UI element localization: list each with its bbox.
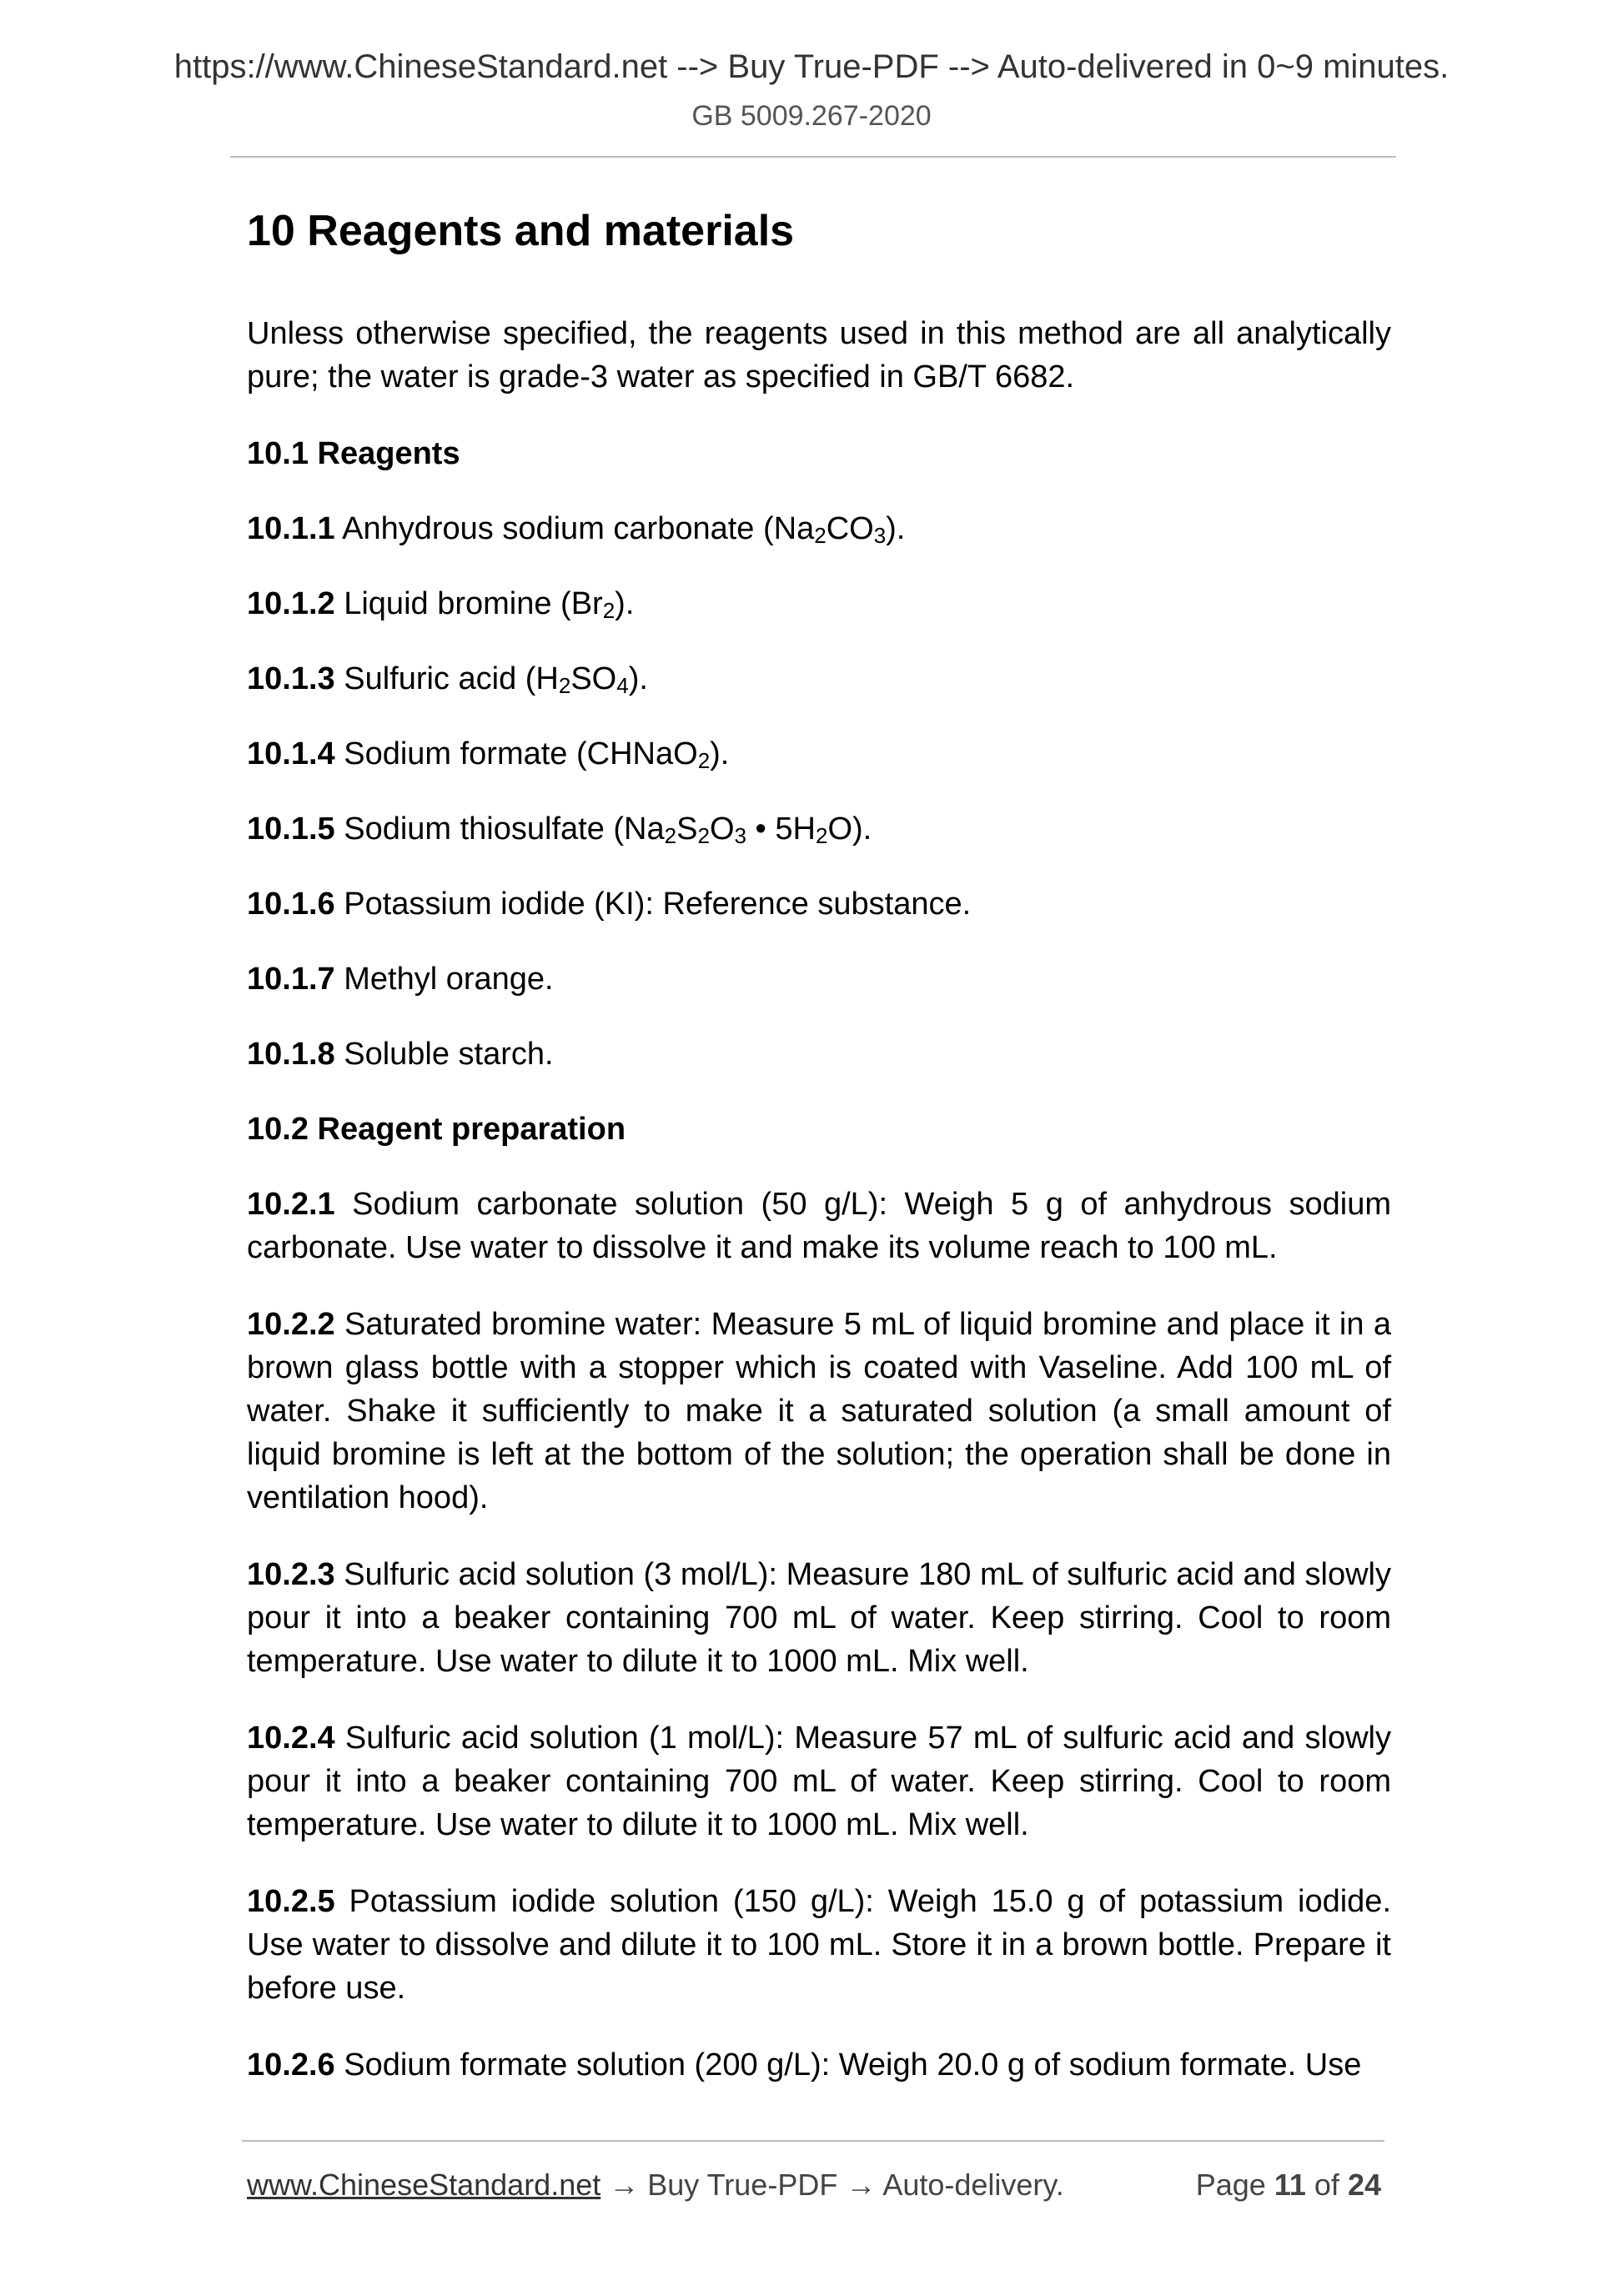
header-url-line: https://www.ChineseStandard.net --> Buy True-PDF --> Auto-delivered in 0~9 minutes. [173,48,1450,85]
clause-number: 10.2.6 [247,2047,335,2082]
reagent-item: 10.1.2 Liquid bromine (Br2). [247,586,635,623]
clause-number: 10.1.3 [247,661,335,696]
clause-number: 10.2.2 [247,1307,335,1342]
header-standard-number: GB 5009.267-2020 [691,100,932,132]
section-title: 10 Reagents and materials [247,207,795,255]
clause-number: 10.2.1 [247,1187,335,1222]
clause-number: 10.2.5 [247,1884,335,1919]
clause-number: 10.1.4 [247,736,335,771]
document-body [247,202,1391,2120]
reagent-item: 10.1.8 Soluble starch. [247,1037,554,1072]
clause-number: 10.1.7 [247,962,335,997]
page-footer [247,2165,1384,2205]
reagent-item: 10.1.4 Sodium formate (CHNaO2). [247,736,730,773]
reagent-item: 10.1.1 Anhydrous sodium carbonate (Na2CO3). [247,511,906,548]
reagent-item: 10.1.5 Sodium thiosulfate (Na2S2O3 • 5H2O). [247,811,872,848]
reagent-item: 10.1.6 Potassium iodide (KI): Reference substance. [247,887,972,922]
reagents-heading: 10.1 Reagents [247,436,460,471]
page-current: 11 [1274,2168,1306,2202]
reagent-item: 10.1.7 Methyl orange. [247,962,554,997]
preparation-item: 10.2.6 Sodium formate solution (200 g/L): Weigh 20.0 g of sodium formate. Use [247,2047,1362,2082]
clause-number: 10.1.5 [247,811,335,847]
footer-divider [242,2140,1384,2142]
header-divider [230,156,1396,158]
page-indicator: Page 11 of 24 [1195,2168,1381,2202]
preparation-item: 10.2.3 Sulfuric acid solution (3 mol/L): Measure 180 mL of sulfuric acid and slowly pour it into a beaker containing 700 mL of water. Keep stirring. Cool to room temperature. Use water to dilute it to 1000 mL. Mix well. [247,1557,1392,1679]
footer-link[interactable]: www.ChineseStandard.net [247,2168,601,2202]
preparation-heading: 10.2 Reagent preparation [247,1112,626,1147]
page-total: 24 [1347,2168,1381,2202]
section-intro: Unless otherwise specified, the reagents used in this method are all analytically pure; the water is grade-3 water as specified in GB/T 6682. [247,316,1391,394]
clause-number: 10.2.4 [247,1721,335,1756]
clause-number: 10.1.1 [247,511,335,546]
preparation-item: 10.2.5 Potassium iodide solution (150 g/L): Weigh 15.0 g of potassium iodide. Use water to dissolve and dilute it to 100 mL. Store it in a brown bottle. Prepare it before use. [247,1884,1391,2006]
clause-number: 10.1.2 [247,586,335,621]
preparation-item: 10.2.1 Sodium carbonate solution (50 g/L): Weigh 5 g of anhydrous sodium carbonate. Use water to dissolve it and make its volume reach to 100 mL. [247,1187,1391,1265]
clause-number: 10.1.8 [247,1037,335,1072]
preparation-item: 10.2.4 Sulfuric acid solution (1 mol/L): Measure 57 mL of sulfuric acid and slowly pour it into a beaker containing 700 mL of water. Keep stirring. Cool to room temperature. Use water to dilute it to 1000 mL. Mix well. [247,1721,1391,1842]
clause-number: 10.1.6 [247,887,335,922]
footer-tagline: → Buy True-PDF → Auto-delivery. [600,2168,1064,2202]
clause-number: 10.2.3 [247,1557,335,1592]
reagent-item: 10.1.3 Sulfuric acid (H2SO4). [247,661,648,698]
preparation-item: 10.2.2 Saturated bromine water: Measure 5 mL of liquid bromine and place it in a brown glass bottle with a stopper which is coated with Vaseline. Add 100 mL of water. Shake it sufficiently to make it a saturated solution (a small amount of liquid bromine is left at the bottom of the solution; the operation shall be done in ventilation hood). [247,1307,1391,1515]
